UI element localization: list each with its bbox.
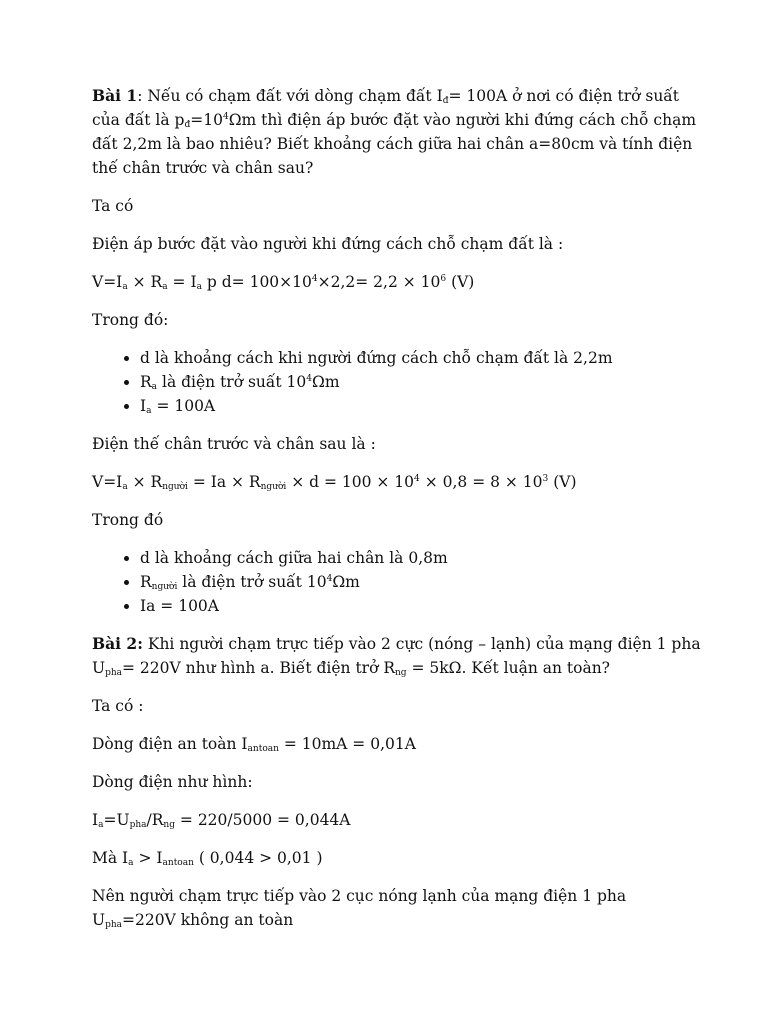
bai1-trongdo-1: Trong đó: (92, 311, 169, 329)
bai1-bullet-list-2 (92, 546, 708, 618)
bai1-formula-1: $V=I_a \times R_a = I_a$ p $d= 100\times 10^4\times 2,2= 2,2 \times 10^6$ (V) (92, 273, 475, 292)
bai2-current-heading: Dòng điện như hình: (92, 773, 253, 791)
bai1-bullet-list-1 (92, 346, 708, 418)
bai2-comparison: Mà $I_a > I_{antoan}$ ( 0,044 > 0,01 ) (92, 849, 323, 868)
bai1-taco: Ta có (92, 197, 134, 215)
bai2-conclusion: Nên người chạm trực tiếp vào 2 cục nóng lạnh của mạng điện 1 pha $U_{pha}=220V$ không an toàn (92, 887, 627, 930)
bai2-taco: Ta có : (92, 697, 144, 715)
list-item: • $R_a$ là điện trở suất $10^4\Omega m$ (140, 370, 708, 394)
list-item: • d là khoảng cách giữa hai chân là 0,8m (140, 546, 708, 570)
bai2-question: Bài 2: Khi người chạm trực tiếp vào 2 cực (nóng – lạnh) của mạng điện 1 pha $U_{pha}= 220V$ như hình a. Biết điện trở $R_{ng} = 5k\Omega$. Kết luận an toàn? (92, 634, 701, 678)
bai1-intro-step-voltage: Điện áp bước đặt vào người khi đứng cách chỗ chạm đất là : (92, 235, 564, 253)
list-item: • Ia = 100A (140, 594, 708, 618)
list-item: • $R_{người}$ là điện trở suất $10^4\Omega m$ (140, 570, 708, 594)
bai1-label: Bài 1 (92, 86, 138, 105)
bai2-safe-current: Dòng điện an toàn $I_{antoan} = 10mA = 0,01A$ (92, 735, 416, 754)
list-item: • $I_a = 100A$ (140, 394, 708, 418)
bai2-current-formula: $I_a=U_{pha}/R_{ng} = 220/5000 = 0,044A$ (92, 811, 351, 830)
bai1-question: Bài 1: Nếu có chạm đất với dòng chạm đất $I_đ= 100A$ ở nơi có điện trở suất của đất là $p_đ=10^4\Omega m$ thì điện áp bước đặt vào người khi đứng cách chỗ chạm đất 2,2m là bao nhiêu? Biết khoảng cách giữa hai chân a=80cm và tính điện thế chân trước và chân sau? (92, 86, 697, 177)
bai2-label: Bài 2: (92, 634, 143, 653)
bai1-trongdo-2: Trong đó (92, 511, 164, 529)
list-item: • d là khoảng cách khi người đứng cách chỗ chạm đất là 2,2m (140, 346, 708, 370)
bai1-formula-2: $V=I_a \times R_{người} = Ia \times R_{người} \times d = 100 \times 10^4 \times 0,8 = 8 \times 10^3$ (V) (92, 473, 577, 492)
bai1-intro-foot-potential: Điện thế chân trước và chân sau là : (92, 435, 376, 453)
